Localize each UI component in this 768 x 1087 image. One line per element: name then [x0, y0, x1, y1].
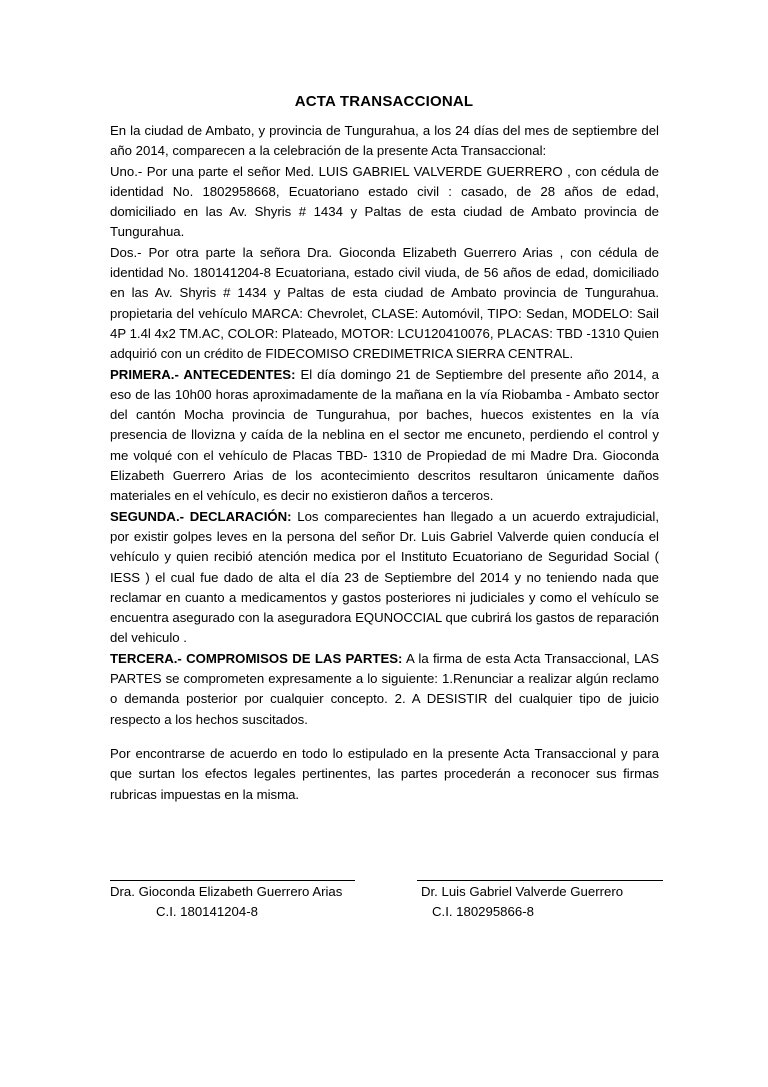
segunda-clause: [110, 507, 659, 649]
segunda-text: Los comparecientes han llegado a un acuerdo extrajudicial, por existir golpes leves en la persona del señor Dr. Luis Gabriel Valverde quien conducía el vehículo y quien recibió atención medica por el Instituto Ecuatoriano de Seguridad Social ( IESS ) el cual fue dado de alta el día 23 de Septiembre del 2014 y no teniendo nada que reclamar en cuanto a medicamentos y gastos posteriores ni judiciales y como el vehículo se encuentra asegurado con la aseguradora EQUNOCCIAL que cubrirá los gastos de reparación del vehiculo .: [110, 508, 659, 646]
segunda-heading: SEGUNDA.- DECLARACIÓN:: [110, 508, 292, 524]
primera-text: El día domingo 21 de Septiembre del presente año 2014, a eso de las 10h00 horas aproximadamente de la mañana en la vía Riobamba - Ambato sector del cantón Mocha provincia de Tungurahua, por baches, huecos existentes en la vía presencia de llovizna y caída de la neblina en el sector me encuneto, perdiendo el control y me volqué con el vehículo de Placas TBD- 1310 de Propiedad de mi Madre Dra. Gioconda Elizabeth Guerrero Arias de los acontecimiento descritos resultaron únicamente daños materiales en el vehículo, es decir no existieron daños a terceros.: [110, 366, 659, 504]
intro-paragraph: En la ciudad de Ambato, y provincia de Tungurahua, a los 24 días del mes de septiembre del año 2014, comparecen a la celebración de la presente Acta Transaccional:: [110, 123, 659, 159]
tercera-clause: [110, 649, 659, 730]
signature-line-right: [417, 880, 663, 881]
document-title: ACTA TRANSACCIONAL: [294, 93, 474, 110]
signature-line-left: [110, 880, 355, 881]
closing-paragraph: Por encontrarse de acuerdo en todo lo estipulado en la presente Acta Transaccional y para que surtan los efectos legales pertinentes, las partes procederán a reconocer sus firmas rubricas impuestas en la misma.: [110, 745, 659, 802]
primera-clause: [110, 365, 659, 507]
signature-name-right: Dr. Luis Gabriel Valverde Guerrero: [421, 884, 624, 899]
party-one-paragraph: Uno.- Por una parte el señor Med. LUIS GABRIEL VALVERDE GUERRERO , con cédula de identidad No. 1802958668, Ecuatoriano estado civil : casado, de 28 años de edad, domiciliado en las Av. Shyris # 1434 y Paltas de esta ciudad de Ambato provincia de Tungurahua.: [110, 163, 659, 240]
primera-heading: PRIMERA.- ANTECEDENTES:: [110, 366, 296, 382]
signature-ci-right: C.I. 180295866-8: [432, 904, 534, 919]
tercera-text: A la firma de esta Acta Transaccional, LAS PARTES se comprometen expresamente a lo siguiente: 1.Renunciar a realizar algún reclamo o demanda posterior por cualquier concepto. 2. A DESISTIR del cualquier tipo de juicio respecto a los hechos suscitados.: [110, 650, 659, 727]
document-body: [110, 121, 659, 805]
party-two-paragraph: Dos.- Por otra parte la señora Dra. Gioconda Elizabeth Guerrero Arias , con cédula de identidad No. 180141204-8 Ecuatoriana, estado civil viuda, de 56 años de edad, domiciliado en las Av. Shyris # 1434 y Paltas de esta ciudad de Ambato provincia de Tungurahua. propietaria del vehículo MARCA: Chevrolet, CLASE: Automóvil, TIPO: Sedan, MODELO: Sail 4P 1.4l 4x2 TM.AC, COLOR: Plateado, MOTOR: LCU120410076, PLACAS: TBD -1310 Quien adquirió con un crédito de FIDECOMISO CREDIMETRICA SIERRA CENTRAL.: [110, 244, 659, 362]
signature-ci-left: C.I. 180141204-8: [156, 904, 258, 919]
signature-name-left: Dra. Gioconda Elizabeth Guerrero Arias: [110, 884, 343, 899]
tercera-heading: TERCERA.- COMPROMISOS DE LAS PARTES:: [110, 650, 403, 666]
